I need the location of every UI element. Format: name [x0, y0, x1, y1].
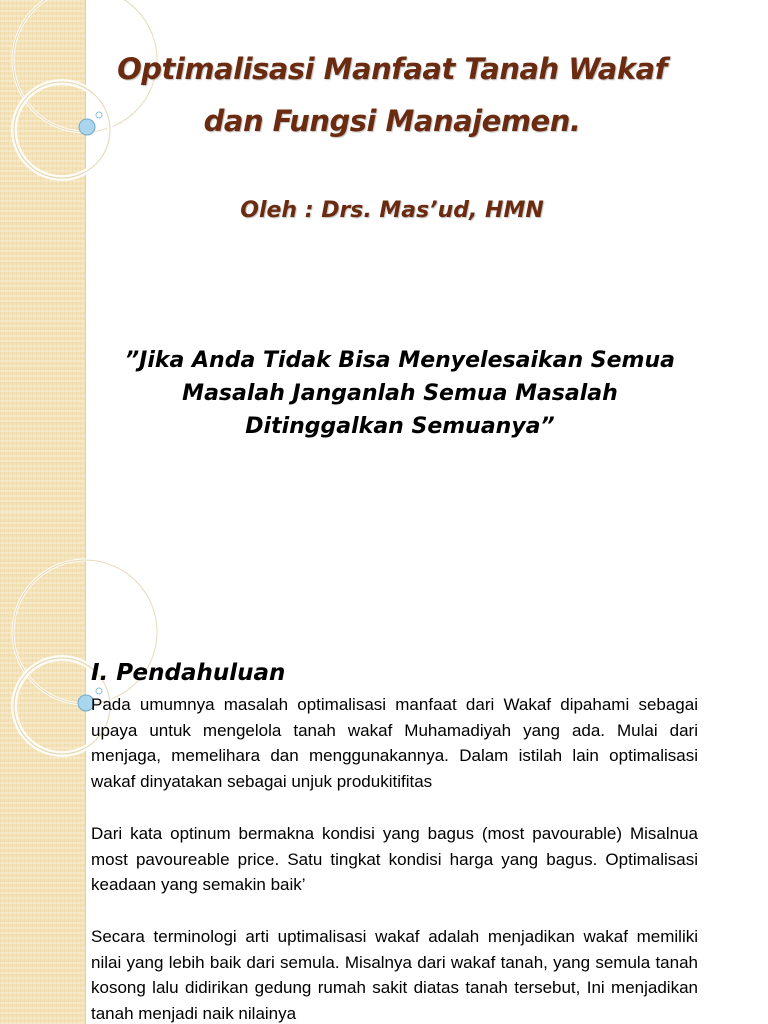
quote-block	[100, 344, 700, 443]
quote-line: Masalah Janganlah Semua Masalah	[182, 381, 618, 406]
slide-title-line-2: dan Fungsi Manajemen.	[203, 104, 581, 138]
paragraph: Dari kata optinum bermakna kondisi yang bagus (most pavourable) Misalnua most pavoureable price. Satu tingkat kondisi harga yang bagus. Optimalisasi keadaan yang semakin baik’	[91, 824, 698, 894]
section-heading: I. Pendahuluan	[91, 660, 286, 686]
quote-line: Ditinggalkan Semuanya”	[245, 414, 555, 439]
quote-line: ”Jika Anda Tidak Bisa Menyelesaikan Semua	[125, 348, 675, 373]
paragraph: Secara terminologi arti uptimalisasi wakaf adalah menjadikan wakaf memiliki nilai yang lebih baik dari semula. Misalnya dari wakaf tanah, yang semula tanah kosong lalu didirikan gedung rumah sakit diatas tanah tersebut, Ini menjadikan tanah menjadi naik nilainya	[91, 927, 698, 1023]
author-line: Oleh : Drs. Mas’ud, HMN	[240, 198, 544, 223]
content-slide	[0, 512, 768, 1024]
slide-title-line-1: Optimalisasi Manfaat Tanah Wakaf	[117, 52, 667, 86]
paragraph: Pada umumnya masalah optimalisasi manfaat dari Wakaf dipahami sebagai upaya untuk mengelola tanah wakaf Muhamadiyah yang ada. Mulai dari menjaga, memelihara dan menggunakannya. Dalam istilah lain optimalisasi wakaf dinyatakan sebagai unjuk produkitifitas	[91, 695, 698, 791]
